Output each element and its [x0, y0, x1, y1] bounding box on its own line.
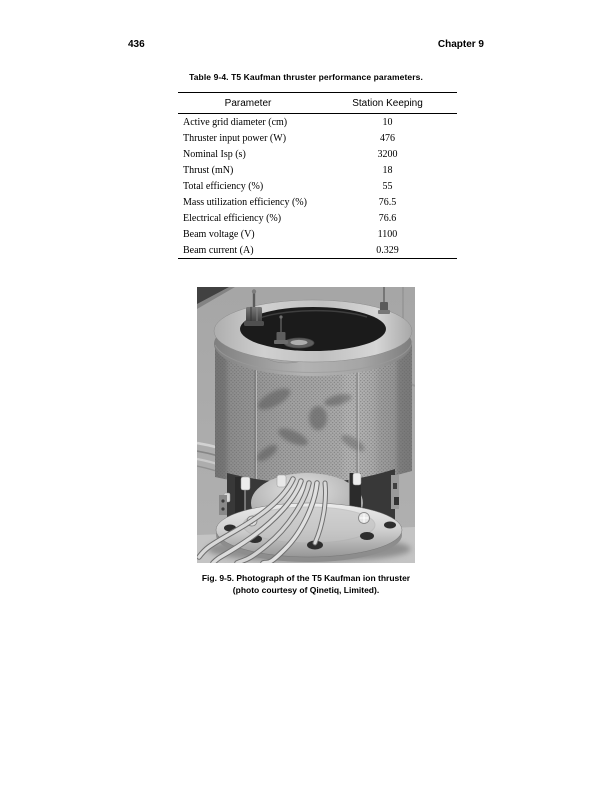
param-cell: Electrical efficiency (%) — [183, 212, 282, 224]
table-row — [178, 242, 457, 258]
value-cell: 76.5 — [378, 196, 397, 208]
value-cell: 476 — [380, 132, 395, 144]
param-cell: Active grid diameter (cm) — [183, 116, 288, 128]
table-row — [178, 162, 457, 178]
table-row — [178, 226, 457, 242]
column-header-parameter: Parameter — [224, 97, 272, 109]
value-cell: 1100 — [377, 228, 398, 240]
figure-caption-line1: Fig. 9-5. Photograph of the T5 Kaufman ion thruster — [201, 573, 411, 583]
param-cell: Thrust (mN) — [183, 164, 234, 176]
figure-caption-line2: (photo courtesy of Qinetiq, Limited). — [232, 585, 380, 595]
table-row — [178, 210, 457, 226]
chapter-header: Chapter 9 — [437, 39, 484, 50]
table-row — [178, 194, 457, 210]
table-row — [178, 114, 457, 130]
value-cell: 55 — [382, 180, 393, 192]
param-cell: Thruster input power (W) — [183, 132, 287, 144]
table-header-row — [178, 93, 457, 114]
param-cell: Beam voltage (V) — [183, 228, 255, 240]
value-cell: 0.329 — [376, 244, 399, 256]
param-cell: Beam current (A) — [183, 244, 254, 256]
table-title: Table 9-4. T5 Kaufman thruster performance parameters. — [189, 72, 423, 82]
figure-caption — [100, 572, 512, 596]
table-row — [178, 178, 457, 194]
performance-table — [178, 92, 457, 259]
thruster-photo — [197, 287, 415, 563]
page-number: 436 — [128, 39, 145, 50]
param-cell: Nominal Isp (s) — [183, 148, 246, 160]
value-cell: 3200 — [377, 148, 398, 160]
table-row — [178, 130, 457, 146]
value-cell: 18 — [382, 164, 393, 176]
value-cell: 76.6 — [378, 212, 397, 224]
param-cell: Mass utilization efficiency (%) — [183, 196, 307, 208]
table-row — [178, 146, 457, 162]
value-cell: 10 — [382, 116, 393, 128]
param-cell: Total efficiency (%) — [183, 180, 264, 192]
column-header-station-keeping: Station Keeping — [352, 97, 423, 109]
